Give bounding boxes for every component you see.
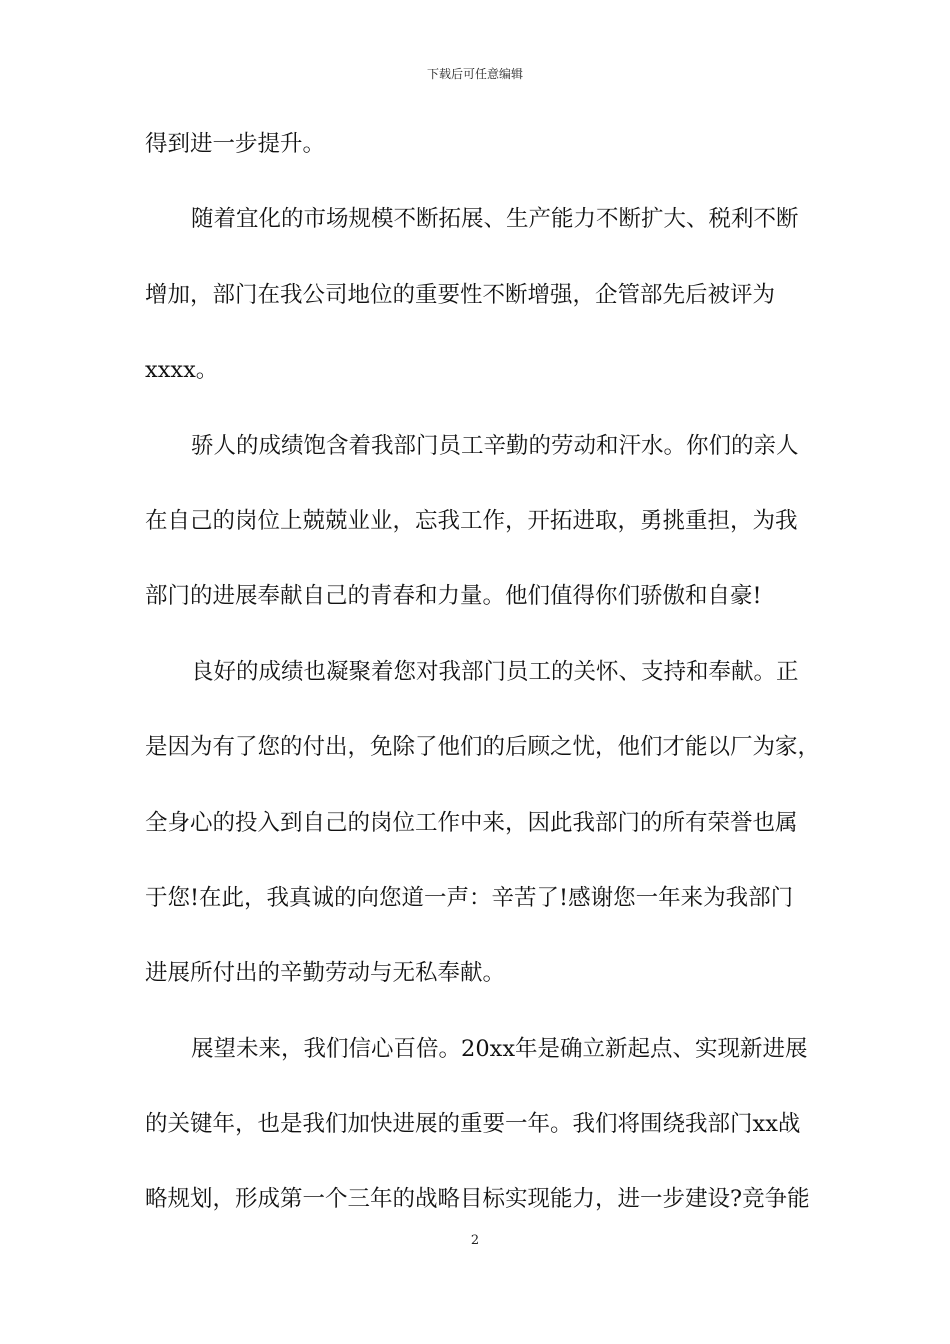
text-line: 得到进一步提升。	[145, 131, 326, 157]
text-line: xxxx。	[145, 357, 219, 384]
page-header: 下载后可任意编辑	[426, 67, 523, 81]
text-line: 部门的进展奉献自己的青春和力量。他们值得你们骄傲和自豪!	[145, 583, 762, 610]
paragraph-first-line: 随着宜化的市场规模不断拓展、生产能力不断扩大、税利不断	[191, 206, 799, 233]
text-line: 于您!在此，我真诚的向您道一声：辛苦了!感谢您一年来为我部门	[145, 884, 794, 911]
paragraph-first-line: 骄人的成绩饱含着我部门员工辛勤的劳动和汗水。你们的亲人	[191, 432, 799, 459]
text-line: 进展所付出的辛勤劳动与无私奉献。	[145, 960, 506, 987]
page-number: 2	[470, 1233, 480, 1248]
text-line: 增加，部门在我公司地位的重要性不断增强，企管部先后被评为	[145, 281, 776, 308]
text-line: 的关键年，也是我们加快进展的重要一年。我们将围绕我部门xx战	[145, 1111, 801, 1138]
document-body	[145, 124, 821, 1255]
text-line: 略规划，形成第一个三年的战略目标实现能力，进一步建设?竞争能	[145, 1186, 810, 1213]
paragraph-first-line: 展望未来，我们信心百倍。20xx年是确立新起点、实现新进展	[191, 1035, 808, 1062]
text-line: 全身心的投入到自己的岗位工作中来，因此我部门的所有荣誉也属	[145, 809, 798, 836]
text-line: 在自己的岗位上兢兢业业，忘我工作，开拓进取，勇挑重担，为我	[145, 507, 798, 534]
text-line: 是因为有了您的付出，免除了他们的后顾之忧，他们才能以厂为家，	[145, 734, 821, 761]
paragraph-first-line: 良好的成绩也凝聚着您对我部门员工的关怀、支持和奉献。正	[191, 658, 799, 685]
